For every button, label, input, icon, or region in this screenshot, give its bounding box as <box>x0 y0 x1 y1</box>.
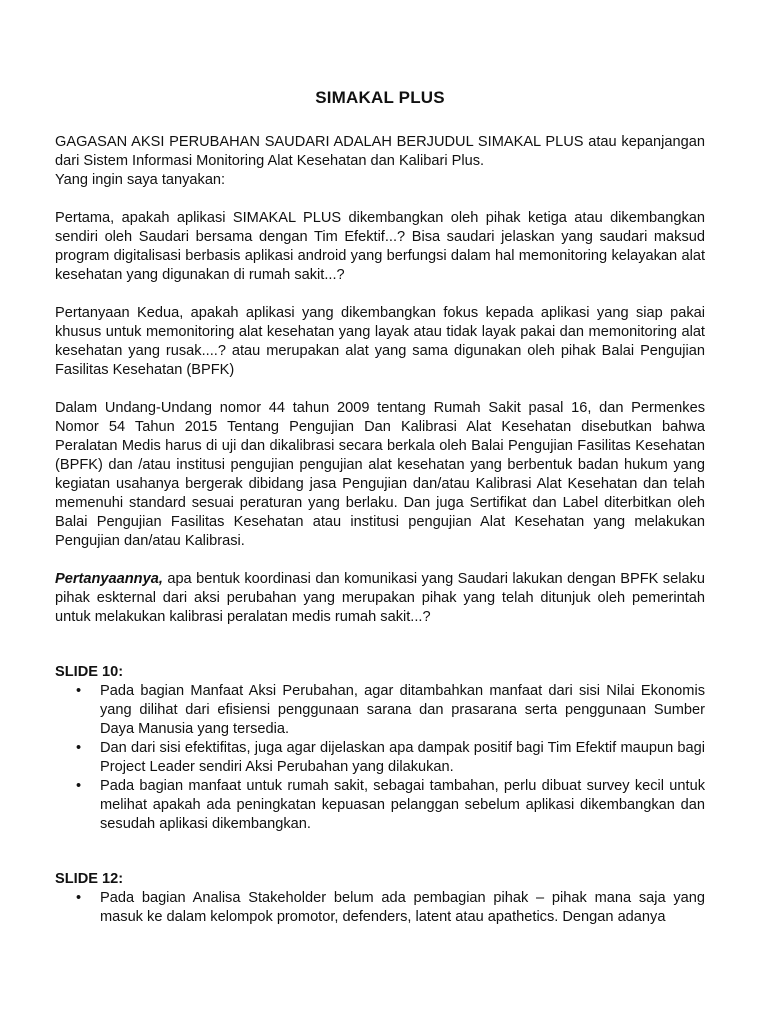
list-item: • Pada bagian Manfaat Aksi Perubahan, agar ditambahkan manfaat dari sisi Nilai Ekonomis yang dilihat dari efisiensi penggunaan sarana dan prasarana serta penggunaan Sumber Daya Manusia yang tersedia. <box>76 683 705 737</box>
list-item: • Pada bagian Analisa Stakeholder belum ada pembagian pihak – pihak mana saja yang masuk ke dalam kelompok promotor, defenders, latent atau apathetics. Dengan adanya <box>76 890 705 925</box>
bullet-icon: • <box>76 740 82 756</box>
bullet-icon: • <box>76 890 82 906</box>
list-item: • Pada bagian manfaat untuk rumah sakit, sebagai tambahan, perlu dibuat survey kecil untuk melihat apakah ada peningkatan kepuasan pelanggan sebelum aplikasi dikembangkan dan sesudah aplikasi dikembangkan. <box>76 778 705 832</box>
slide12-heading: SLIDE 12: <box>55 871 124 887</box>
slide12-list <box>55 889 705 927</box>
slide10-list <box>55 682 705 834</box>
question-text: apa bentuk koordinasi dan komunikasi yang Saudari lakukan dengan BPFK selaku pihak eskternal dari aksi perubahan yang merupakan pihak yang telah ditunjuk oleh pemerintah untuk melakukan kalibrasi peralatan medis rumah sakit...? <box>55 571 705 625</box>
slide10-heading: SLIDE 10: <box>55 664 124 680</box>
document-page <box>55 88 705 927</box>
second-question-paragraph: Pertanyaan Kedua, apakah aplikasi yang dikembangkan fokus kepada aplikasi yang siap pakai khusus untuk memonitoring alat kesehatan yang layak atau tidak layak pakai dan memonitoring alat kesehatan yang rusak....? atau merupakan alat yang sama digunakan oleh pihak Balai Pengujian Fasilitas Kesehatan (BPFK) <box>55 305 705 378</box>
law-paragraph: Dalam Undang-Undang nomor 44 tahun 2009 tentang Rumah Sakit pasal 16, dan Permenkes Nomor 54 Tahun 2015 Tentang Pengujian Dan Kalibrasi Alat Kesehatan disebutkan bahwa Peralatan Medis harus di uji dan dikalibrasi secara berkala oleh Balai Pengujian Fasilitas Kesehatan (BPFK) dan /atau institusi pengujian pengujian alat kesehatan yang berbentuk badan hukum yang kegiatan usahanya bergerak dibidang jasa Pengujian dan/atau Kalibrasi Alat Kesehatan dan telah memenuhi standard sesuai peraturan yang berlaku. Dan juga Sertifikat dan Label diterbitkan oleh Balai Pengujian Fasilitas Kesehatan atau institusi pengujian Alat Kesehatan yang melakukan Pengujian dan/atau Kalibrasi. <box>55 400 705 549</box>
intro-paragraph: GAGASAN AKSI PERUBAHAN SAUDARI ADALAH BERJUDUL SIMAKAL PLUS atau kepanjangan dari Sistem Informasi Monitoring Alat Kesehatan dan Kalibari Plus. <box>55 134 705 169</box>
document-title: SIMAKAL PLUS <box>315 88 445 107</box>
list-item: • Dan dari sisi efektifitas, juga agar dijelaskan apa dampak positif bagi Tim Efektif maupun bagi Project Leader sendiri Aksi Perubahan yang dilakukan. <box>76 740 705 775</box>
question-lead: Pertanyaannya, <box>55 571 163 587</box>
first-question-paragraph: Pertama, apakah aplikasi SIMAKAL PLUS dikembangkan oleh pihak ketiga atau dikembangkan sendiri oleh Saudari bersama dengan Tim Efektif...? Bisa saudari jelaskan yang saudari maksud program digitalisasi berbasis aplikasi android yang berfungsi dalam hal memonitoring kelayakan alat kesehatan yang digunakan di rumah sakit...? <box>55 210 705 283</box>
intro-question-line: Yang ingin saya tanyakan: <box>55 172 226 188</box>
coordination-question-paragraph <box>55 570 705 627</box>
bullet-icon: • <box>76 683 82 699</box>
bullet-icon: • <box>76 778 82 794</box>
